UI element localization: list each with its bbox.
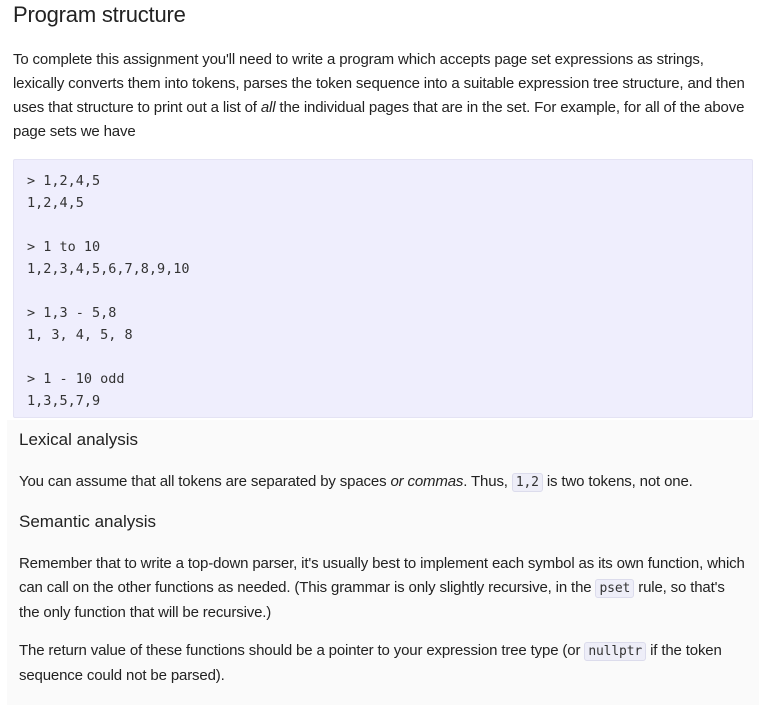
intro-text-2: the individual pages that are in the set. For example, for all of the above page sets we have xyxy=(13,99,745,140)
inline-code: nullptr xyxy=(584,642,646,661)
code-line: > 1,2,4,5 xyxy=(27,173,101,189)
code-line: 1, 3, 4, 5, 8 xyxy=(27,327,133,343)
code-line: 1,2,4,5 xyxy=(27,195,84,211)
code-content xyxy=(14,160,752,422)
example-code-block xyxy=(13,159,753,418)
lexical-heading: Lexical analysis xyxy=(19,430,139,449)
semantic-text-2: rule, so that's the only function that will be recursive.) xyxy=(19,579,725,621)
code-line: > 1 - 10 odd xyxy=(27,371,125,387)
semantic-text-3: The return value of these functions should be a pointer to your expression tree type (or xyxy=(19,642,585,659)
code-line: > 1,3 - 5,8 xyxy=(27,305,117,321)
lexical-text-2: . Thus, xyxy=(463,473,512,490)
intro-text-1: To complete this assignment you'll need to write a program which accepts page set expressions as strings, lexically converts them into tokens, parses the token sequence into a suitable expression tree structure, and then uses that structure to print out a list of xyxy=(13,51,745,116)
inline-code: pset xyxy=(595,579,634,598)
code-line: > 1 to 10 xyxy=(27,239,101,255)
semantic-text-1: Remember that to write a top-down parser, it's usually best to implement each symbol as its own function, which can call on the other functions as needed. (This grammar is only slightly recursive, in the xyxy=(19,555,745,596)
code-line: 1,2,3,4,5,6,7,8,9,10 xyxy=(27,261,190,277)
semantic-paragraph-1 xyxy=(19,552,747,625)
semantic-text-4: if the token sequence could not be parsed). xyxy=(19,642,722,684)
inline-code: 1,2 xyxy=(512,473,543,492)
intro-paragraph xyxy=(13,48,748,144)
semantic-paragraph-2 xyxy=(19,639,747,688)
lexical-text-1: You can assume that all tokens are separated by spaces xyxy=(19,473,391,490)
page-title: Program structure xyxy=(13,2,186,27)
notes-section xyxy=(7,420,759,705)
lexical-emphasis: or commas xyxy=(390,473,464,490)
intro-emphasis: all xyxy=(260,99,276,116)
lexical-text-3: is two tokens, not one. xyxy=(542,473,693,490)
semantic-heading: Semantic analysis xyxy=(19,512,157,531)
lexical-paragraph xyxy=(19,470,747,495)
code-line: 1,3,5,7,9 xyxy=(27,393,101,409)
